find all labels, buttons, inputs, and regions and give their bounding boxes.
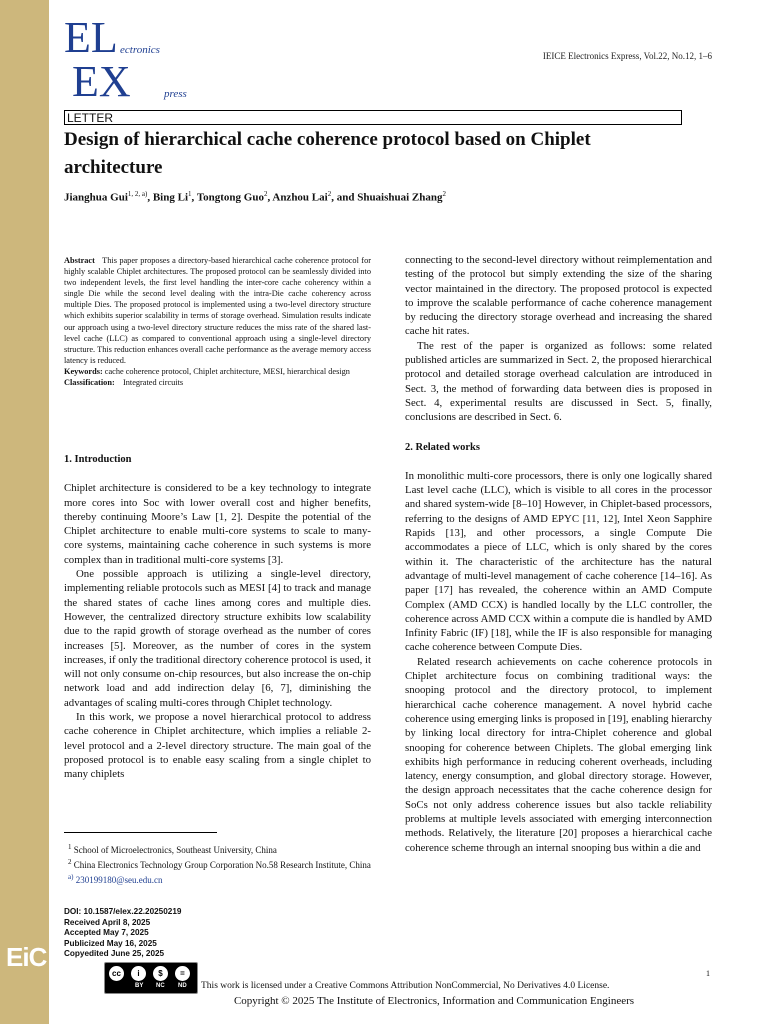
page-number: 1	[706, 969, 710, 978]
cc-license-badge[interactable]	[104, 962, 198, 994]
eic-logo: EiC	[6, 942, 47, 972]
footnote-2: $^2$ China Electronics Technology Group Corporation No.58 Research Institute, China	[68, 858, 371, 870]
keywords-label: Keywords:	[64, 366, 103, 376]
author-affiliation: 2	[442, 190, 447, 198]
logo-el: EL	[64, 13, 118, 62]
classification-label: Classification:	[64, 378, 115, 388]
accepted-date: Accepted May 7, 2025	[64, 928, 149, 937]
author-name: Bing Li	[152, 191, 188, 204]
copyright-line: Copyright © 2025 The Institute of Electronics, Information and Communication Engineers	[233, 995, 635, 1007]
nc-label: NC	[156, 983, 165, 989]
attribution-icon: i	[131, 966, 146, 981]
related-paragraph-2: Related research achievements on cache coherence protocols in Chiplet architecture focus on combining traditional ways: the snooping protocol and the directory protocol, to implement hierarchical cache coherence management. A novel hybrid cache coherence using emerging links is proposed in [19], enabling hierarchy by linking local directory for intra-Chiplet coherence and global snooping for coherence between Chiplets. The global emerging link exhibits high performance in reducing coherent overheads, including latency, energy consumption, and global directory storage. However, the design approach necessitates that the cache coherence design for SoCs not only address coherence issues but also tackle reliability problems at multiple levels associated with emerging interconnection methods. Relatively, the literature [20] proposes a hierarchical cache coherence scheme through an internal snooping bus within a die and	[405, 655, 712, 854]
author-affiliation: 2	[263, 190, 268, 198]
doi-block	[64, 907, 181, 960]
author-separator: , and	[331, 191, 358, 204]
noderivatives-icon: =	[175, 966, 190, 981]
author-list	[64, 190, 704, 204]
journal-reference: IEICE Electronics Express, Vol.22, No.12, 1–6	[542, 51, 712, 61]
journal-sidebar	[0, 0, 49, 1024]
related-heading: 2. Related works	[405, 441, 480, 453]
intro-paragraph-1: Chiplet architecture is considered to be a key technology to integrate more cores into Soc with lower overall cost and higher benefits, thereby continuing Moore’s Law [1, 2]. Despite the potential of the Chiplet architecture to enable multi-core systems to scale to many-core systems, maintaining cache coherence in such systems is more complex than in traditional multi-core systems [3].	[64, 482, 371, 566]
introduction-section	[64, 453, 371, 782]
nd-label: ND	[178, 983, 187, 989]
intro-heading: 1. Introduction	[64, 454, 132, 465]
article-type-label: LETTER	[64, 110, 682, 125]
author-name: Jianghua Gui	[64, 191, 128, 204]
abstract-text: This paper proposes a directory-based hierarchical cache coherence protocol for highly scalable Chiplet architectures. The proposed protocol can be seamlessly divided into two independent levels, the first level handling the inter-core cache coherency within a single Die while the second level dealing with the intra-Die cache coherency across multiple Dies. The proposed protocol is implemented using a two-level directory structure which exhibits superior scalability in terms of storage overhead. Simulation results indicate our approach using a two-level directory structure reduces the miss rate of the shared last-level cache (LLC) as compared to conventional approach using a single-level directory structure. This reduction enhances overall cache performance as the average memory access latency is reduced.	[64, 256, 371, 365]
doi-line[interactable]: DOI: 10.1587/elex.22.20250219	[64, 907, 182, 916]
logo-el-sub: ectronics	[120, 44, 160, 56]
journal-logo	[64, 13, 224, 106]
logo-ex: EX	[72, 57, 131, 106]
footnotes	[64, 832, 374, 886]
author-name: Shuaishuai Zhang	[357, 191, 443, 204]
abstract-label: Abstract	[64, 256, 95, 265]
intro-paragraph-2: One possible approach is utilizing a single-level directory, implementing reliable protocols such as MESI [4] to track and manage the shared states of cache lines among cores and multiple dies. However, the centralized directory structure exhibits low scalability due to the rapid growth of storage overhead as the number of cores increases [5]. Moreover, as the number of cores in the system increases, if only the traditional directory coherence protocol is used, it will not only consume on-chip resources, but also increase the on-chip network load and add indirection delay [6, 7], diminishing the advantages of scaling multi-cores through Chiplet technology.	[64, 568, 372, 709]
footnote-rule	[64, 832, 217, 833]
abstract-block	[64, 255, 371, 388]
author-affiliation: 2	[327, 190, 332, 198]
license-text: This work is licensed under a Creative Commons Attribution NonCommercial, No Derivatives 4.0 License.	[201, 981, 610, 991]
noncommercial-icon: $	[153, 966, 168, 981]
cc-icon: cc	[109, 966, 124, 981]
right-column	[405, 253, 712, 855]
right-paragraph-2: The rest of the paper is organized as follows: some related published articles are summarized in Sect. 2, the proposed hierarchical protocol and detailed storage overhead calculation are introduced in Sect. 3, the method of forwarding data between dies is proposed in Sect. 4, experimental results are discussed in Sect. 5, finally, conclusions are described in Sect. 6.	[405, 339, 712, 424]
right-paragraph-1: connecting to the second-level directory without reimplementation and testing of the protocol but simply extending the size of the sharing vector maintained in the directory. The proposed protocol is expected to improve the scalable performance of cache coherence management by reducing the directory storage overhead and increasing the shared cache hit rates.	[405, 254, 712, 338]
classification-text: Integrated circuits	[123, 378, 184, 388]
author-email-link[interactable]: 230199180@seu.edu.cn	[75, 875, 163, 885]
publicized-date: Publicized May 16, 2025	[64, 938, 157, 948]
received-date: Received April 8, 2025	[64, 917, 151, 927]
author-name: Tongtong Guo	[196, 191, 264, 204]
by-label: BY	[135, 983, 144, 989]
footnote-email: $^{a)}$ 230199180@seu.edu.cn	[68, 873, 163, 885]
footnote-1: $^1$ School of Microelectronics, Southeast University, China	[68, 843, 277, 855]
author-affiliation: 1	[188, 190, 192, 198]
author-affiliation: 1, 2, a)	[127, 190, 148, 198]
keywords-text: cache coherence protocol, Chiplet architecture, MESI, hierarchical design	[104, 366, 350, 376]
author-separator: ,	[267, 191, 273, 204]
related-paragraph-1: In monolithic multi-core processors, there is only one logically shared Last level cache (LLC), which is visible to all cores in the processor and shared system-wide [8–10] However, in Chiplet-based processors, referring to the designs of AMD EPYC [11, 12], Intel Xeon Sapphire Rapids [13], and other processors, a single Compute Die accommodates a piece of LLC, which is only shared by the cores within it. The characteristic of the architecture has the natural advantage of multi-level management of cache coherence [14–16]. As paper [17] has revealed, the coherence within an AMD Compute Complex (AMD CCX) is handled locally by the LLC controller, the coherence across AMD CCX within a compute die is handled by AMD Infinity Fabric (IF) [18], while the IF is also responsible for managing cache coherence between Compute Dies.	[405, 469, 712, 654]
paper-title: Design of hierarchical cache coherence protocol based on Chiplet architecture	[64, 129, 591, 178]
author-separator: ,	[191, 191, 197, 204]
author-name: Anzhou Lai	[272, 191, 328, 204]
logo-ex-sub: press	[164, 88, 187, 100]
intro-paragraph-3: In this work, we propose a novel hierarchical protocol to address cache coherence in Chiplet architecture, which implies a reliable 2-level protocol and a 2-level directory structure. The main goal of the proposed protocol is to enable easy scaling from a single chiplet to many chiplets	[64, 711, 371, 781]
copyedited-date: Copyedited June 25, 2025	[64, 949, 165, 958]
author-separator: ,	[147, 191, 153, 204]
